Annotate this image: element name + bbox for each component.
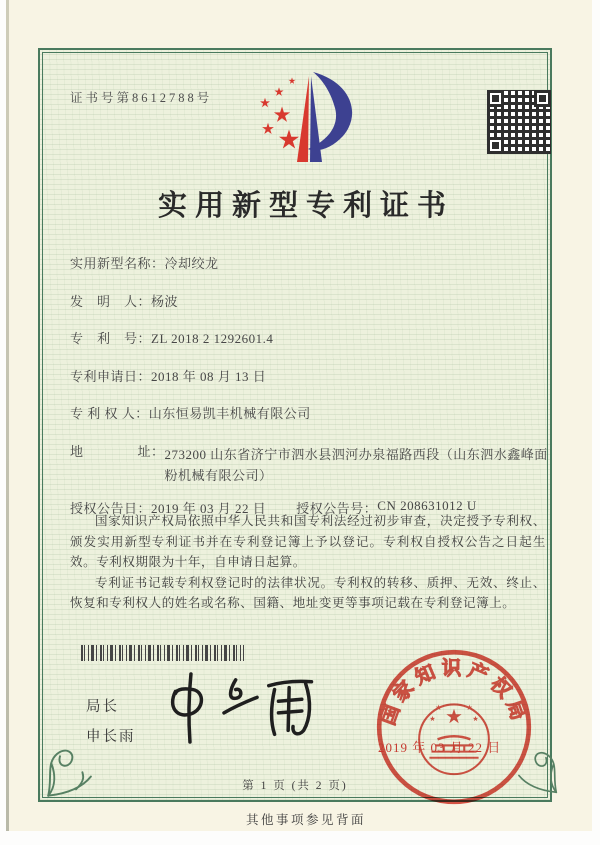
scan-edge-shadow	[6, 0, 9, 831]
grant-date-value: 2019 年 03 月 22 日	[151, 500, 267, 516]
grant-number-label: 授权公告号：	[296, 500, 378, 516]
legal-text	[70, 511, 546, 614]
field-value: ZL 2018 2 1292601.4	[151, 331, 274, 346]
page-number: 第 1 页 (共 2 页)	[242, 780, 348, 792]
qr-finder-pattern	[487, 90, 504, 107]
grant-number-value: CN 208631012 U	[377, 497, 477, 513]
certificate-page	[6, 0, 592, 831]
logo-wedge-red	[297, 76, 309, 162]
legal-paragraph-2: 专利证书记载专利权登记时的法律状况。专利权的转移、质押、无效、终止、恢复和专利权人的姓名或名称、国籍、地址变更等事项记载在专利登记簿上。	[70, 575, 546, 610]
field-value: 冷却绞龙	[164, 256, 219, 271]
field-label: 专 利 号：	[70, 331, 152, 346]
field-label: 发 明 人：	[70, 293, 152, 309]
field-row-utility-model-name	[70, 256, 550, 272]
logo-stars	[260, 77, 299, 148]
logo-wedge-blue	[310, 76, 322, 162]
field-value: 杨波	[151, 293, 179, 309]
field-label: 专利申请日：	[70, 368, 152, 384]
barcode	[81, 645, 244, 661]
certificate-number: 证书号第8612788号	[70, 91, 213, 105]
field-label: 地 址：	[70, 443, 165, 459]
certificate-title: 实用新型专利证书	[157, 190, 454, 222]
seal-date: 2019 年 03 月 22 日	[378, 740, 502, 755]
seal-ring-text: 国家知识产权局	[377, 658, 531, 728]
director-title: 局长	[86, 699, 119, 715]
field-label: 实用新型名称：	[70, 256, 165, 271]
field-row-patent-number	[70, 331, 550, 347]
grant-date-label: 授权公告日：	[70, 500, 152, 516]
qr-finder-pattern	[487, 137, 504, 154]
cnipa-logo	[249, 68, 379, 172]
field-row-inventor	[70, 294, 550, 310]
field-value: 山东恒易凯丰机械有限公司	[148, 406, 311, 421]
field-value: 273200 山东省济宁市泗水县泗河办泉福路西段（山东泗水鑫峰面粉机械有限公司）	[164, 446, 548, 483]
director-name: 申长雨	[86, 729, 136, 745]
field-value: 2018 年 08 月 13 日	[151, 368, 267, 384]
field-row-filing-date	[70, 369, 550, 385]
legal-paragraph-1: 国家知识产权局依照中华人民共和国专利法经过初步审查，决定授予专利权、颁发实用新型专利证书并在专利登记簿上予以登记。专利权自授权公告之日起生效。专利权期限为十年，自申请日起算。	[70, 514, 546, 569]
field-list	[70, 256, 550, 517]
field-row-address	[70, 444, 550, 486]
qr-finder-pattern	[534, 90, 551, 107]
qr-code	[487, 90, 551, 154]
director-handwritten-signature	[154, 668, 329, 750]
field-label: 专 利 权 人：	[70, 406, 149, 421]
field-row-patentee	[70, 406, 550, 422]
back-side-note: 其他事项参见背面	[245, 813, 366, 827]
